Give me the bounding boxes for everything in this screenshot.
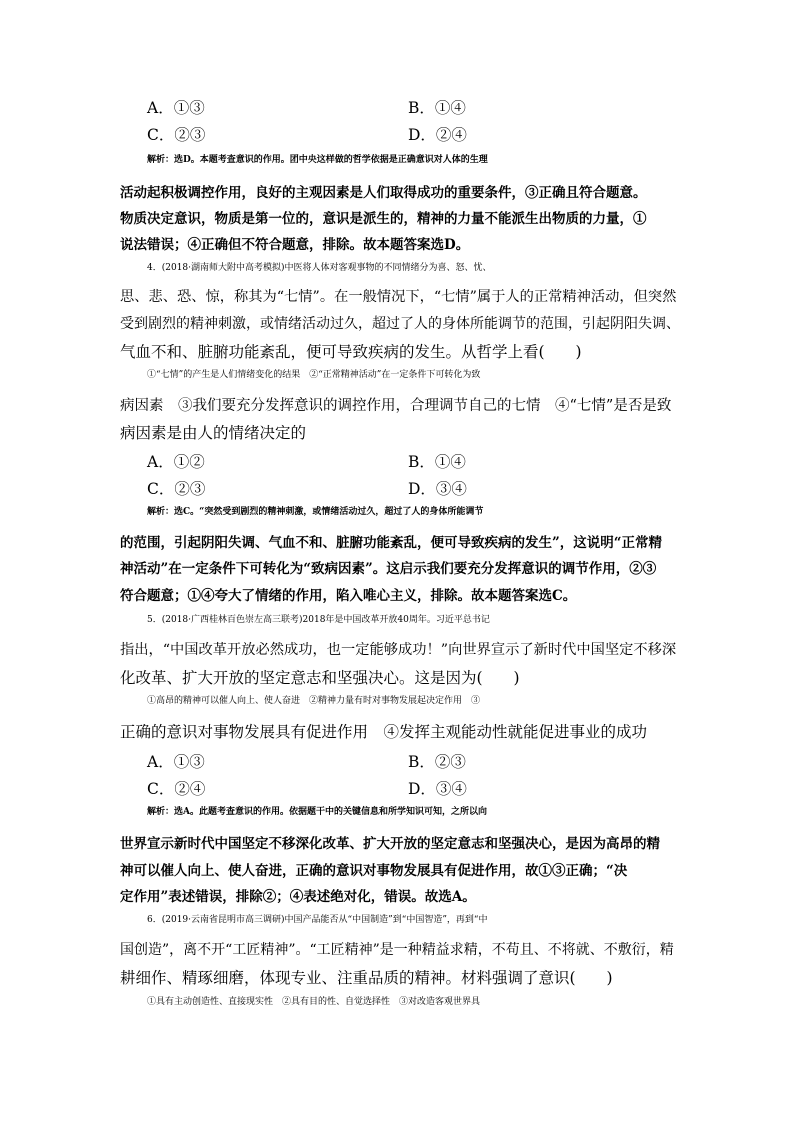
q4-option-d: D．③④ (408, 480, 467, 498)
q5-stem-line: 化改革、扩大开放的坚定意志和坚强决心。这是因为( ) (120, 669, 520, 687)
q4-stem-line: 气血不和、脏腑功能紊乱，便可导致疾病的发生。从哲学上看( ) (120, 343, 582, 361)
q3-option-a: A．①③ (147, 99, 205, 117)
q3-explanation-line: 解析：选D。本题考查意识的作用。团中央这样做的哲学依据是正确意识对人体的生理 (147, 155, 488, 165)
q5-option-c: C．②④ (147, 780, 206, 798)
q4-explanation-line: 解析：选C。“突然受到剧烈的精神刺激，或情绪活动过久，超过了人的身体所能调节 (147, 507, 484, 517)
q4-choice-line: 病因素是由人的情绪决定的 (120, 424, 307, 442)
q4-option-a: A．①② (147, 453, 205, 471)
q4-stem-line: 4．(2018·湖南师大附中高考模拟)中医将人体对客观事物的不同情绪分为喜、怒、忧、 (147, 263, 492, 273)
q4-stem-line: 受到剧烈的精神刺激，或情绪活动过久，超过了人的身体所能调节的范围，引起阴阳失调、 (120, 316, 680, 332)
q5-choice-line: 正确的意识对事物发展具有促进作用 ④发挥主观能动性就能促进事业的成功 (120, 723, 648, 741)
q4-option-c: C．②③ (147, 480, 206, 498)
q5-explanation-line: 神可以催人向上、使人奋进，正确的意识对事物发展具有促进作用，故①③正确；“决 (120, 863, 628, 879)
q4-explanation-line: 符合题意；①④夸大了情绪的作用，陷入唯心主义，排除。故本题答案选C。 (120, 588, 577, 604)
q3-option-b: B．①④ (408, 99, 466, 117)
q4-explanation-line: 的范围，引起阴阳失调、气血不和、脏腑功能紊乱，便可导致疾病的发生”，这说明“正常精 (120, 535, 663, 551)
q5-explanation-line: 世界宣示新时代中国坚定不移深化改革、扩大开放的坚定意志和坚强决心，是因为高昂的精 (120, 836, 660, 852)
q4-option-b: B．①④ (408, 453, 466, 471)
q5-stem-line: 指出，“中国改革开放必然成功，也一定能够成功！”向世界宣示了新时代中国坚定不移深 (120, 642, 677, 658)
q6-stem-line: 国创造”，离不开“工匠精神”。“工匠精神”是一种精益求精，不苟且、不将就、不敷衍，精 (120, 942, 674, 958)
q6-stem-line: 6．(2019·云南省昆明市高三调研)中国产品能否从“中国制造”到“中国智造”，再到“中 (147, 915, 488, 925)
q5-explanation-line: 解析：选A。此题考查意识的作用。依据题干中的关键信息和所学知识可知，之所以向 (147, 807, 487, 817)
q5-option-d: D．③④ (408, 780, 467, 798)
q4-choice-line: ①“七情”的产生是人们情绪变化的结果 ②“正常精神活动”在一定条件下可转化为致 (147, 370, 481, 380)
q4-stem-line: 思、悲、恐、惊，称其为“七情”。在一般情况下，“七情”属于人的正常精神活动，但突然 (120, 289, 677, 305)
q3-explanation-line: 活动起积极调控作用，良好的主观因素是人们取得成功的重要条件，③正确且符合题意。 (120, 185, 647, 201)
q4-explanation-line: 神活动”在一定条件下可转化为“致病因素”。这启示我们要充分发挥意识的调节作用，②③ (120, 561, 657, 577)
q6-stem-line: 耕细作、精琢细磨，体现专业、注重品质的精神。材料强调了意识( ) (120, 969, 613, 987)
q3-explanation-line: 说法错误；④正确但不符合题意，排除。故本题答案选D。 (120, 237, 470, 253)
q4-choice-line: 病因素 ③我们要充分发挥意识的调控作用，合理调节自己的七情 ④“七情”是否是致 (120, 398, 672, 414)
q3-option-d: D．②④ (408, 126, 467, 144)
q3-explanation-line: 物质决定意识，物质是第一位的，意识是派生的，精神的力量不能派生出物质的力量，① (120, 211, 647, 227)
q5-option-b: B．②③ (408, 753, 466, 771)
q5-choice-line: ①高昂的精神可以催人向上、使人奋进 ②精神力量有时对事物发展起决定作用 ③ (147, 696, 481, 706)
q5-option-a: A．①③ (147, 753, 205, 771)
q6-choice-line: ①具有主动创造性、直接现实性 ②具有目的性、自觉选择性 ③对改造客观世界具 (147, 997, 481, 1007)
q3-option-c: C．②③ (147, 126, 206, 144)
q5-explanation-line: 定作用”表述错误，排除②；④表述绝对化，错误。故选A。 (120, 889, 476, 905)
q5-stem-line: 5．(2018·广西桂林百色崇左高三联考)2018年是中国改革开放40周年。习近平总书记 (147, 615, 490, 625)
